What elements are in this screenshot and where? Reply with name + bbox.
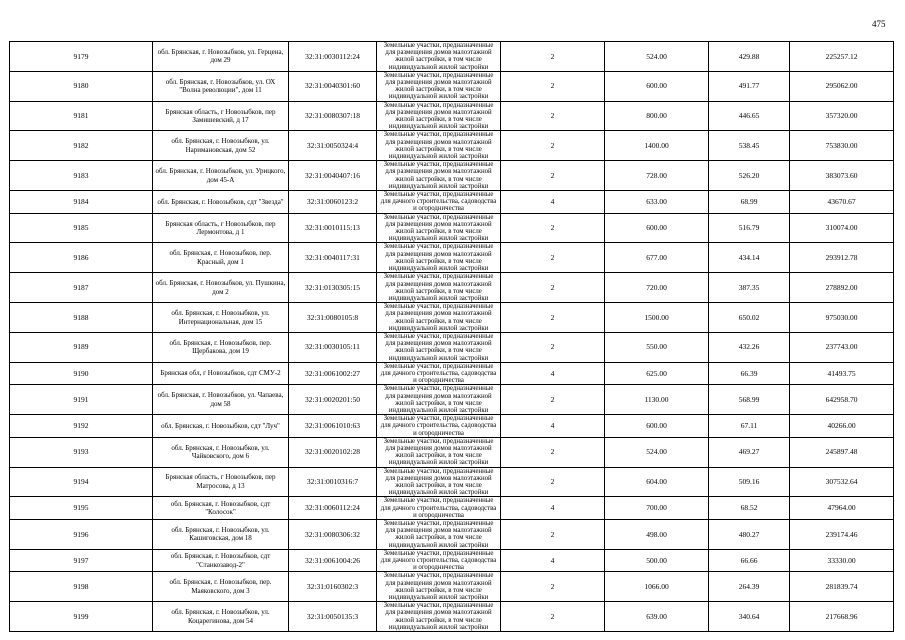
address-cell: обл. Брянская, г. Новозыбков, сдт "Колосок"	[153, 497, 289, 520]
table-row	[10, 213, 894, 243]
cadastral-number-cell: 32:31:0040407:16	[289, 161, 377, 191]
area-cell: 1066.00	[605, 572, 709, 602]
table-row	[10, 191, 894, 214]
area-cell: 625.00	[605, 362, 709, 385]
cadastral-number-cell: 32:31:0040117:31	[289, 243, 377, 273]
area-cell: 524.00	[605, 437, 709, 467]
cadastral-value-cell: 293912.78	[790, 243, 894, 273]
land-use-cell: Земельные участки, предназначенные для размещения домов малоэтажной жилой застройки, в том числе индивидуальной жилой застройки	[377, 42, 501, 72]
area-cell: 604.00	[605, 467, 709, 497]
cadastral-value-cell: 43670.67	[790, 191, 894, 214]
specific-value-cell: 469.27	[709, 437, 790, 467]
address-cell: обл. Брянская, г. Новозыбков, сдт "Луч"	[153, 415, 289, 438]
address-cell: Брянская обл, г Новозыбков, сдт СМУ-2	[153, 362, 289, 385]
cadastral-value-cell: 281839.74	[790, 572, 894, 602]
cadastral-value-cell: 278892.00	[790, 273, 894, 303]
area-cell: 639.00	[605, 602, 709, 632]
area-cell: 600.00	[605, 71, 709, 101]
row-number: 9180	[10, 71, 153, 101]
cadastral-number-cell: 32:31:0060112:24	[289, 497, 377, 520]
table-row	[10, 273, 894, 303]
row-number: 9181	[10, 101, 153, 131]
use-group-code-cell: 4	[501, 362, 605, 385]
use-group-code-cell: 2	[501, 572, 605, 602]
land-use-cell: Земельные участки, предназначенные для размещения домов малоэтажной жилой застройки, в том числе индивидуальной жилой застройки	[377, 303, 501, 333]
table-row	[10, 42, 894, 72]
address-cell: обл. Брянская, г. Новозыбков, ул. Герцена, дом 29	[153, 42, 289, 72]
address-cell: Брянская область, г Новозыбков, пер Матросова, д 13	[153, 467, 289, 497]
land-use-cell: Земельные участки, предназначенные для размещения домов малоэтажной жилой застройки, в том числе индивидуальной жилой застройки	[377, 273, 501, 303]
cadastral-value-cell: 41493.75	[790, 362, 894, 385]
address-cell: обл. Брянская, г. Новозыбков, пер. Щербакова, дом 19	[153, 332, 289, 362]
table-row	[10, 71, 894, 101]
specific-value-cell: 480.27	[709, 520, 790, 550]
cadastral-number-cell: 32:31:0050135:3	[289, 602, 377, 632]
specific-value-cell: 446.65	[709, 101, 790, 131]
cadastral-value-cell: 217668.96	[790, 602, 894, 632]
use-group-code-cell: 2	[501, 71, 605, 101]
table-row	[10, 385, 894, 415]
table-row	[10, 362, 894, 385]
cadastral-value-cell: 307532.64	[790, 467, 894, 497]
area-cell: 700.00	[605, 497, 709, 520]
cadastral-number-cell: 32:31:0020201:50	[289, 385, 377, 415]
use-group-code-cell: 4	[501, 191, 605, 214]
address-cell: обл. Брянская, г. Новозыбков, ул. Урицкого, дом 45-А	[153, 161, 289, 191]
area-cell: 500.00	[605, 549, 709, 572]
row-number: 9183	[10, 161, 153, 191]
address-cell: обл. Брянская, г. Новозыбков, пер. Красный, дом 1	[153, 243, 289, 273]
land-use-cell: Земельные участки, предназначенные для размещения домов малоэтажной жилой застройки, в том числе индивидуальной жилой застройки	[377, 385, 501, 415]
use-group-code-cell: 2	[501, 520, 605, 550]
address-cell: обл. Брянская, г. Новозыбков, сдт "Звезда"	[153, 191, 289, 214]
table-row	[10, 572, 894, 602]
area-cell: 800.00	[605, 101, 709, 131]
land-registry-table	[9, 41, 894, 632]
address-cell: Брянская область, г Новозыбков, пер Замишевский, д 17	[153, 101, 289, 131]
specific-value-cell: 432.26	[709, 332, 790, 362]
area-cell: 1130.00	[605, 385, 709, 415]
land-use-cell: Земельные участки, предназначенные для размещения домов малоэтажной жилой застройки, в том числе индивидуальной жилой застройки	[377, 131, 501, 161]
specific-value-cell: 491.77	[709, 71, 790, 101]
use-group-code-cell: 2	[501, 273, 605, 303]
address-cell: обл. Брянская, г. Новозыбков, ул. Наримановская, дом 52	[153, 131, 289, 161]
use-group-code-cell: 2	[501, 243, 605, 273]
cadastral-number-cell: 32:31:0080307:18	[289, 101, 377, 131]
cadastral-number-cell: 32:31:0061002:27	[289, 362, 377, 385]
specific-value-cell: 650.02	[709, 303, 790, 333]
cadastral-number-cell: 32:31:0080105:8	[289, 303, 377, 333]
address-cell: обл. Брянская, г. Новозыбков, пер. Маяковского, дом 3	[153, 572, 289, 602]
use-group-code-cell: 2	[501, 303, 605, 333]
cadastral-value-cell: 975030.00	[790, 303, 894, 333]
land-use-cell: Земельные участки, предназначенные для размещения домов малоэтажной жилой застройки, в том числе индивидуальной жилой застройки	[377, 213, 501, 243]
area-cell: 720.00	[605, 273, 709, 303]
land-use-cell: Земельные участки, предназначенные для дачного строительства, садоводства и огородничества	[377, 362, 501, 385]
cadastral-value-cell: 310074.00	[790, 213, 894, 243]
address-cell: обл. Брянская, г. Новозыбков, ул. Коцарегинова, дом 54	[153, 602, 289, 632]
cadastral-value-cell: 47964.00	[790, 497, 894, 520]
area-cell: 728.00	[605, 161, 709, 191]
land-use-cell: Земельные участки, предназначенные для дачного строительства, садоводства и огородничества	[377, 497, 501, 520]
cadastral-value-cell: 225257.12	[790, 42, 894, 72]
table-row	[10, 549, 894, 572]
cadastral-number-cell: 32:31:0030112:24	[289, 42, 377, 72]
row-number: 9197	[10, 549, 153, 572]
table-row	[10, 437, 894, 467]
table-body	[10, 42, 894, 632]
cadastral-value-cell: 239174.46	[790, 520, 894, 550]
area-cell: 524.00	[605, 42, 709, 72]
table-row	[10, 101, 894, 131]
specific-value-cell: 429.88	[709, 42, 790, 72]
cadastral-value-cell: 753830.00	[790, 131, 894, 161]
row-number: 9194	[10, 467, 153, 497]
row-number: 9184	[10, 191, 153, 214]
specific-value-cell: 434.14	[709, 243, 790, 273]
use-group-code-cell: 2	[501, 602, 605, 632]
specific-value-cell: 67.11	[709, 415, 790, 438]
specific-value-cell: 387.35	[709, 273, 790, 303]
cadastral-value-cell: 33330.00	[790, 549, 894, 572]
use-group-code-cell: 2	[501, 131, 605, 161]
cadastral-number-cell: 32:31:0080306:32	[289, 520, 377, 550]
land-use-cell: Земельные участки, предназначенные для дачного строительства, садоводства и огородничества	[377, 415, 501, 438]
table-row	[10, 467, 894, 497]
row-number: 9193	[10, 437, 153, 467]
cadastral-number-cell: 32:31:0060123:2	[289, 191, 377, 214]
row-number: 9185	[10, 213, 153, 243]
area-cell: 677.00	[605, 243, 709, 273]
cadastral-value-cell: 357320.00	[790, 101, 894, 131]
land-use-cell: Земельные участки, предназначенные для дачного строительства, садоводства и огородничества	[377, 549, 501, 572]
cadastral-number-cell: 32:31:0010115:13	[289, 213, 377, 243]
specific-value-cell: 340.64	[709, 602, 790, 632]
cadastral-value-cell: 245897.48	[790, 437, 894, 467]
cadastral-number-cell: 32:31:0130305:15	[289, 273, 377, 303]
land-use-cell: Земельные участки, предназначенные для размещения домов малоэтажной жилой застройки, в том числе индивидуальной жилой застройки	[377, 101, 501, 131]
row-number: 9192	[10, 415, 153, 438]
table-row	[10, 602, 894, 632]
page-number: 475	[872, 19, 886, 29]
specific-value-cell: 538.45	[709, 131, 790, 161]
use-group-code-cell: 2	[501, 101, 605, 131]
specific-value-cell: 68.99	[709, 191, 790, 214]
address-cell: обл. Брянская, г. Новозыбков, ул. ОХ "Волна революции", дом 11	[153, 71, 289, 101]
use-group-code-cell: 2	[501, 332, 605, 362]
cadastral-value-cell: 237743.00	[790, 332, 894, 362]
land-use-cell: Земельные участки, предназначенные для размещения домов малоэтажной жилой застройки, в том числе индивидуальной жилой застройки	[377, 332, 501, 362]
use-group-code-cell: 4	[501, 497, 605, 520]
cadastral-value-cell: 295062.00	[790, 71, 894, 101]
row-number: 9190	[10, 362, 153, 385]
specific-value-cell: 66.39	[709, 362, 790, 385]
specific-value-cell: 526.20	[709, 161, 790, 191]
land-use-cell: Земельные участки, предназначенные для дачного строительства, садоводства и огородничества	[377, 191, 501, 214]
land-use-cell: Земельные участки, предназначенные для размещения домов малоэтажной жилой застройки, в том числе индивидуальной жилой застройки	[377, 161, 501, 191]
land-use-cell: Земельные участки, предназначенные для размещения домов малоэтажной жилой застройки, в том числе индивидуальной жилой застройки	[377, 437, 501, 467]
cadastral-number-cell: 32:31:0040301:60	[289, 71, 377, 101]
area-cell: 1400.00	[605, 131, 709, 161]
address-cell: обл. Брянская, г. Новозыбков, сдт "Станкозавод-2"	[153, 549, 289, 572]
cadastral-number-cell: 32:31:0061010:63	[289, 415, 377, 438]
area-cell: 600.00	[605, 213, 709, 243]
cadastral-value-cell: 383073.60	[790, 161, 894, 191]
area-cell: 550.00	[605, 332, 709, 362]
specific-value-cell: 68.52	[709, 497, 790, 520]
row-number: 9195	[10, 497, 153, 520]
land-use-cell: Земельные участки, предназначенные для размещения домов малоэтажной жилой застройки, в том числе индивидуальной жилой застройки	[377, 602, 501, 632]
table-row	[10, 497, 894, 520]
row-number: 9189	[10, 332, 153, 362]
row-number: 9188	[10, 303, 153, 333]
address-cell: обл. Брянская, г. Новозыбков, ул. Чайковского, дом 6	[153, 437, 289, 467]
row-number: 9179	[10, 42, 153, 72]
use-group-code-cell: 2	[501, 213, 605, 243]
address-cell: обл. Брянская, г. Новозыбков, ул. Кашиговская, дом 18	[153, 520, 289, 550]
cadastral-value-cell: 40266.00	[790, 415, 894, 438]
specific-value-cell: 264.39	[709, 572, 790, 602]
cadastral-number-cell: 32:31:0061004:26	[289, 549, 377, 572]
row-number: 9182	[10, 131, 153, 161]
address-cell: обл. Брянская, г. Новозыбков, ул. Интернациональная, дом 15	[153, 303, 289, 333]
land-use-cell: Земельные участки, предназначенные для размещения домов малоэтажной жилой застройки, в том числе индивидуальной жилой застройки	[377, 467, 501, 497]
address-cell: обл. Брянская, г. Новозыбков, ул. Пушкина, дом 2	[153, 273, 289, 303]
table-row	[10, 415, 894, 438]
area-cell: 1500.00	[605, 303, 709, 333]
cadastral-value-cell: 642958.70	[790, 385, 894, 415]
address-cell: Брянская область, г Новозыбков, пер Лермонтова, д 1	[153, 213, 289, 243]
cadastral-number-cell: 32:31:0160302:3	[289, 572, 377, 602]
table-row	[10, 131, 894, 161]
cadastral-number-cell: 32:31:0030105:11	[289, 332, 377, 362]
area-cell: 633.00	[605, 191, 709, 214]
row-number: 9196	[10, 520, 153, 550]
specific-value-cell: 516.79	[709, 213, 790, 243]
land-use-cell: Земельные участки, предназначенные для размещения домов малоэтажной жилой застройки, в том числе индивидуальной жилой застройки	[377, 71, 501, 101]
specific-value-cell: 568.99	[709, 385, 790, 415]
use-group-code-cell: 4	[501, 549, 605, 572]
row-number: 9198	[10, 572, 153, 602]
table-row	[10, 161, 894, 191]
specific-value-cell: 66.66	[709, 549, 790, 572]
land-use-cell: Земельные участки, предназначенные для размещения домов малоэтажной жилой застройки, в том числе индивидуальной жилой застройки	[377, 572, 501, 602]
land-use-cell: Земельные участки, предназначенные для размещения домов малоэтажной жилой застройки, в том числе индивидуальной жилой застройки	[377, 520, 501, 550]
row-number: 9191	[10, 385, 153, 415]
cadastral-number-cell: 32:31:0010316:7	[289, 467, 377, 497]
row-number: 9187	[10, 273, 153, 303]
use-group-code-cell: 2	[501, 161, 605, 191]
address-cell: обл. Брянская, г. Новозыбков, ул. Чапаева, дом 58	[153, 385, 289, 415]
use-group-code-cell: 4	[501, 415, 605, 438]
row-number: 9199	[10, 602, 153, 632]
use-group-code-cell: 2	[501, 42, 605, 72]
area-cell: 600.00	[605, 415, 709, 438]
use-group-code-cell: 2	[501, 437, 605, 467]
area-cell: 498.00	[605, 520, 709, 550]
cadastral-number-cell: 32:31:0020102:28	[289, 437, 377, 467]
cadastral-number-cell: 32:31:0050324:4	[289, 131, 377, 161]
table-row	[10, 303, 894, 333]
use-group-code-cell: 2	[501, 467, 605, 497]
use-group-code-cell: 2	[501, 385, 605, 415]
row-number: 9186	[10, 243, 153, 273]
specific-value-cell: 509.16	[709, 467, 790, 497]
table-row	[10, 243, 894, 273]
table-row	[10, 520, 894, 550]
table-row	[10, 332, 894, 362]
land-use-cell: Земельные участки, предназначенные для размещения домов малоэтажной жилой застройки, в том числе индивидуальной жилой застройки	[377, 243, 501, 273]
